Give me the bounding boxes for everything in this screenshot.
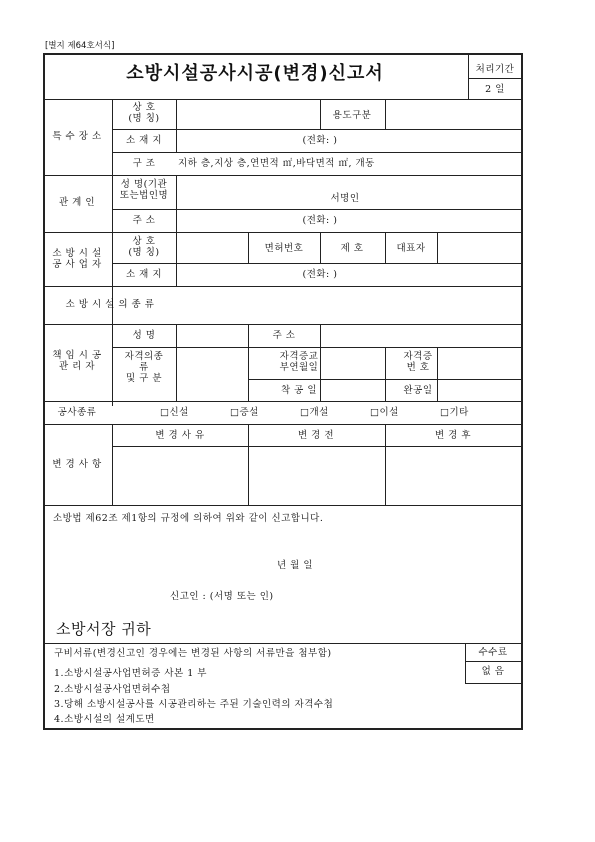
work-type-checkbox-relocate[interactable]: □이설 — [370, 407, 399, 418]
row-line — [112, 347, 522, 348]
col-line — [385, 424, 386, 506]
facility-type-label: 소 방 시 설 의 종 류 — [65, 299, 155, 310]
page-title: 소방시설공사시공(변경)신고서 — [126, 63, 384, 84]
col-line — [248, 232, 249, 263]
row-line — [43, 232, 523, 233]
col-line — [248, 324, 249, 402]
manager-cert-date-label: 자격증교 부연월일 — [279, 351, 319, 373]
changes-header-after: 변 경 후 — [434, 430, 472, 441]
row-line — [43, 99, 523, 100]
outer-border-left — [43, 53, 45, 730]
changes-header-reason: 변 경 사 유 — [155, 430, 205, 441]
row-line — [112, 263, 522, 264]
row-line — [112, 446, 522, 447]
fee-value: 없 음 — [481, 666, 505, 677]
attachment-item: 1.소방시설공사업면허증 사본 1 부 — [54, 668, 207, 679]
processing-value: 2 일 — [485, 84, 505, 95]
row-line — [112, 152, 522, 153]
official-name-label: 성 명(기관 또는법인명 — [119, 179, 169, 201]
attachment-item: 2.소방시설공사업면허수첩 — [54, 684, 171, 695]
site-phone: (전화: ) — [302, 135, 338, 146]
col-line — [385, 232, 386, 263]
manager-group-label: 책 임 시 공 관 리 자 — [52, 350, 102, 372]
manager-start-label: 착 공 일 — [280, 385, 318, 396]
site-structure-value: 지하 층,지상 층,연면적 ㎡,바닥면적 ㎡, 개동 — [178, 158, 375, 169]
col-line — [437, 232, 438, 263]
contractor-rep-label: 대표자 — [396, 243, 426, 254]
row-line — [43, 286, 523, 287]
col-line — [385, 99, 386, 129]
row-line — [43, 505, 523, 506]
site-address-label: 소 재 지 — [125, 135, 163, 146]
attachment-item: 4.소방시설의 설계도면 — [54, 714, 155, 725]
contractor-license-value: 제 호 — [340, 243, 364, 254]
col-line — [176, 99, 177, 153]
outer-border-right — [521, 53, 523, 730]
work-type-checkbox-other[interactable]: □기타 — [440, 407, 469, 418]
row-line — [112, 209, 522, 210]
row-line — [465, 683, 522, 684]
col-line — [437, 347, 438, 402]
official-sign: 서명인 — [330, 193, 360, 204]
work-type-checkbox-expand[interactable]: □증설 — [230, 407, 259, 418]
manager-address-label: 주 소 — [272, 330, 296, 341]
contractor-phone: (전화: ) — [302, 269, 338, 280]
processing-mid-line — [468, 78, 522, 79]
manager-cert-no-label: 자격증 번 호 — [403, 351, 433, 373]
col-line — [112, 424, 113, 506]
col-line — [320, 232, 321, 263]
attachment-item: 3.당해 소방시설공사를 시공관리하는 주된 기술인력의 자격수첩 — [54, 699, 334, 710]
row-line — [43, 175, 523, 176]
official-phone: (전화: ) — [302, 215, 338, 226]
changes-label: 변 경 사 항 — [52, 459, 102, 470]
col-line — [320, 99, 321, 129]
contractor-license-label: 면허번호 — [264, 243, 304, 254]
row-line — [112, 129, 522, 130]
official-group-label: 관 계 인 — [58, 197, 96, 208]
row-line — [43, 424, 523, 425]
declaration-text: 소방법 제62조 제1항의 규정에 의하여 위와 같이 신고합니다. — [53, 513, 324, 524]
contractor-group-label: 소 방 시 설 공 사 업 자 — [52, 248, 102, 270]
declaration-addressee: 소방서장 귀하 — [56, 620, 152, 638]
col-line — [176, 324, 177, 402]
col-line — [320, 324, 321, 402]
row-line — [465, 661, 522, 662]
changes-header-before: 변 경 전 — [297, 430, 335, 441]
official-address-label: 주 소 — [132, 215, 156, 226]
manager-name-label: 성 명 — [132, 330, 156, 341]
manager-qual-label: 자격의종 류 및 구 분 — [124, 351, 164, 384]
contractor-address-label: 소 재 지 — [125, 269, 163, 280]
site-usage-label: 용도구분 — [332, 110, 372, 121]
attachments-header: 구비서류(변경신고인 경우에는 변경된 사항의 서류만을 첨부함) — [54, 648, 332, 659]
declaration-signer: 신고인 : (서명 또는 인) — [170, 591, 274, 602]
site-structure-label: 구 조 — [132, 158, 156, 169]
manager-end-label: 완공일 — [403, 385, 433, 396]
processing-label: 처리기간 — [475, 64, 515, 75]
work-type-label: 공사종류 — [57, 407, 97, 418]
work-type-checkbox-new[interactable]: □신설 — [160, 407, 189, 418]
form-number: [별지 제64호서식] — [45, 41, 115, 51]
site-name-label: 상 호 (명 칭) — [128, 102, 160, 124]
fee-label: 수수료 — [478, 647, 508, 658]
work-type-checkbox-modify[interactable]: □개설 — [300, 407, 329, 418]
col-line — [248, 424, 249, 506]
row-line — [43, 401, 523, 402]
outer-border-top — [43, 53, 523, 55]
col-line — [385, 347, 386, 402]
col-line — [465, 643, 466, 683]
row-line — [43, 643, 523, 644]
outer-border-bottom — [43, 728, 523, 730]
contractor-name-label: 상 호 (명 칭) — [128, 236, 160, 258]
site-group-label: 특 수 장 소 — [52, 131, 102, 142]
col-line — [112, 99, 113, 406]
col-line — [176, 175, 177, 287]
row-line — [43, 324, 523, 325]
declaration-date: 년 월 일 — [276, 560, 314, 571]
processing-divider — [468, 53, 469, 99]
